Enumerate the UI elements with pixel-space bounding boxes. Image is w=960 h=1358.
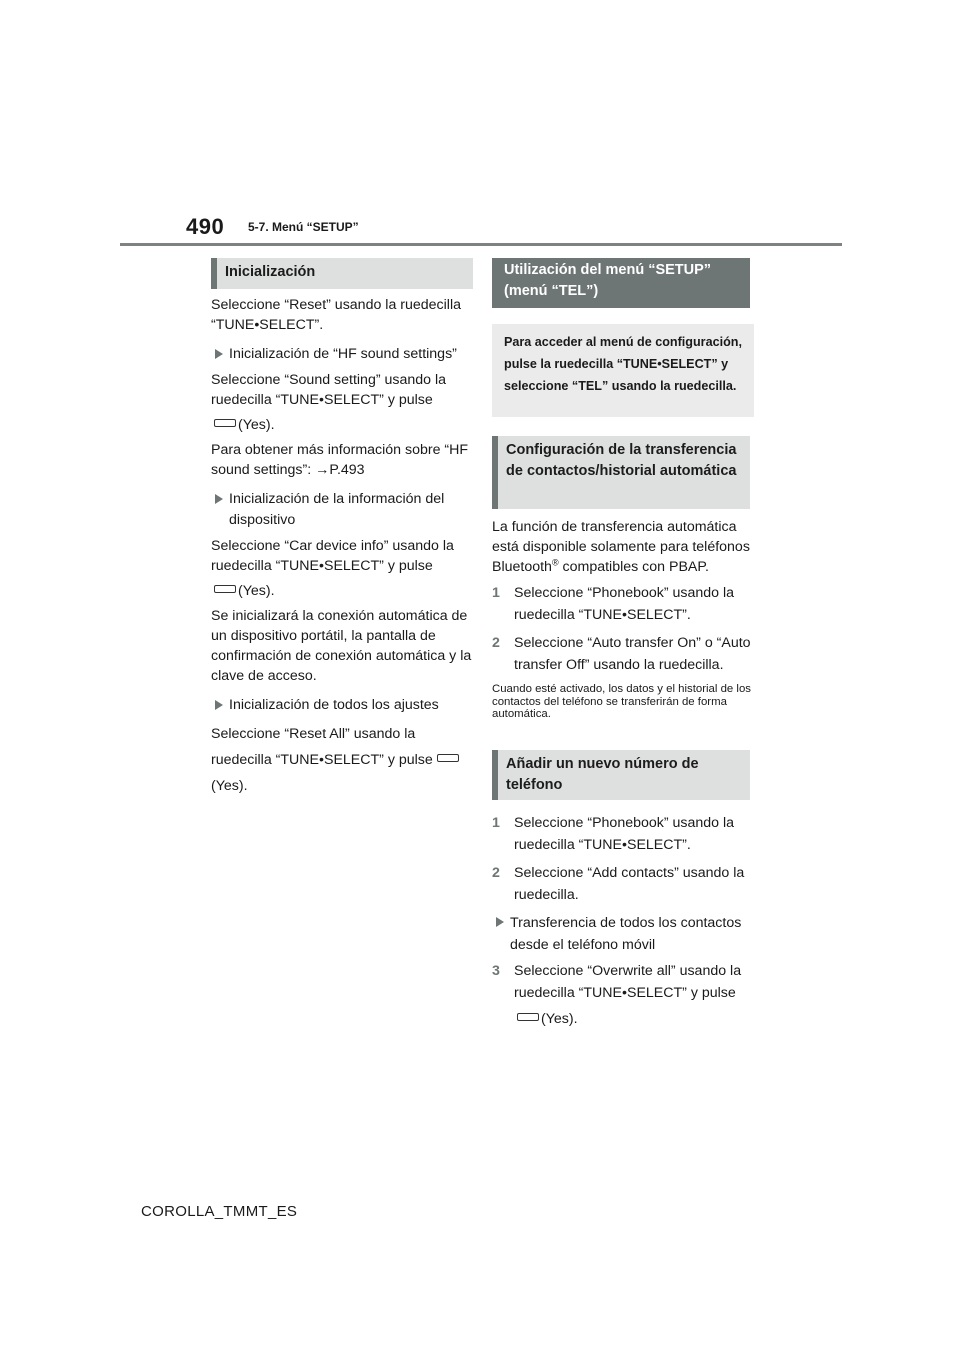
paragraph-text: La función de transferencia automática está disponible solamente para teléfonos Bluetooth xyxy=(492,519,750,575)
info-text: Para acceder al menú de configuración, pulse la ruedecilla “TUNE•SELECT” y seleccione “TEL” usando la ruedecilla. xyxy=(504,335,742,393)
triangle-bullet-icon xyxy=(215,700,223,710)
paragraph-text: compatibles con PBAP. xyxy=(558,559,709,575)
paragraph xyxy=(492,517,754,577)
yes-button-icon xyxy=(517,1013,539,1021)
heading-text: Configuración de la transferencia de contactos/historial automática xyxy=(506,442,737,479)
step-item xyxy=(492,862,754,906)
paragraph: Seleccione “Sound setting” usando la ruedecilla “TUNE•SELECT” y pulse xyxy=(211,372,447,408)
right-column xyxy=(492,258,754,1029)
heading-text: Utilización del menú “SETUP” (menú “TEL”) xyxy=(504,262,712,299)
paragraph xyxy=(211,721,473,799)
yes-button-icon xyxy=(437,754,459,762)
footer-doc-id: COROLLA_TMMT_ES xyxy=(141,1203,298,1220)
step-number: 1 xyxy=(492,814,500,831)
yes-line xyxy=(492,1009,754,1029)
bullet-text: Inicialización de todos los ajustes xyxy=(229,697,439,713)
paragraph-text: Para obtener más información sobre “HF sound settings”: xyxy=(211,442,469,478)
registered-mark: ® xyxy=(551,557,559,568)
triangle-bullet-icon xyxy=(496,917,504,927)
yes-button-icon xyxy=(214,585,236,593)
step-item xyxy=(492,582,754,626)
yes-line xyxy=(211,581,473,601)
header-rule xyxy=(120,243,842,246)
paragraph: Se inicializará la conexión automática de un dispositivo portátil, la pantalla de confirmación de conexión automática y la clave de acceso. xyxy=(211,608,472,684)
step-number: 2 xyxy=(492,864,500,881)
step-item xyxy=(492,632,754,676)
heading-inicializacion xyxy=(211,258,473,289)
page-number: 490 xyxy=(186,214,225,239)
step-number: 2 xyxy=(492,635,500,651)
paragraph-text: Seleccione “Reset All” usando la ruedecilla “TUNE•SELECT” y pulse xyxy=(211,726,433,768)
yes-text: (Yes). xyxy=(211,778,248,794)
step-text: Seleccione “Phonebook” usando la ruedecilla “TUNE•SELECT”. xyxy=(514,585,735,623)
heading-text: Añadir un nuevo número de teléfono xyxy=(506,755,699,793)
heading-tel-menu xyxy=(492,258,750,308)
step-text: Seleccione “Overwrite all” usando la ruedecilla “TUNE•SELECT” y pulse xyxy=(514,962,742,1001)
note: Cuando esté activado, los datos y el historial de los contactos del teléfono se transferirán de forma automática. xyxy=(492,683,751,720)
step-item xyxy=(492,812,754,856)
paragraph: Seleccione “Reset” usando la ruedecilla “TUNE•SELECT”. xyxy=(211,297,461,333)
page-reference: →P.493 xyxy=(315,462,365,478)
step-text: Seleccione “Phonebook” usando la ruedecilla “TUNE•SELECT”. xyxy=(514,814,735,853)
bullet-item xyxy=(211,489,473,531)
heading-transfer xyxy=(492,436,750,509)
yes-text: (Yes). xyxy=(541,1010,578,1027)
step-item xyxy=(492,960,754,1004)
step-text: Seleccione “Add contacts” usando la ruedecilla. xyxy=(514,864,745,903)
heading-text: Inicialización xyxy=(225,264,316,280)
yes-text: (Yes). xyxy=(238,583,275,599)
left-column xyxy=(211,258,473,799)
yes-button-icon xyxy=(214,419,236,427)
step-number: 1 xyxy=(492,585,500,601)
bullet-text: Transferencia de todos los contactos desde el teléfono móvil xyxy=(510,914,742,953)
paragraph xyxy=(211,440,473,480)
yes-line xyxy=(211,415,473,435)
bullet-text: Inicialización de la información del dispositivo xyxy=(229,491,445,528)
step-text: Seleccione “Auto transfer On” o “Auto transfer Off” usando la ruedecilla. xyxy=(514,635,751,673)
paragraph: Seleccione “Car device info” usando la ruedecilla “TUNE•SELECT” y pulse xyxy=(211,538,454,574)
bullet-item xyxy=(492,912,754,956)
heading-add-number xyxy=(492,750,750,800)
bullet-text: Inicialización de “HF sound settings” xyxy=(229,346,457,362)
info-box xyxy=(492,324,754,417)
triangle-bullet-icon xyxy=(215,494,223,504)
section-title: 5-7. Menú “SETUP” xyxy=(248,220,359,234)
bullet-item xyxy=(211,695,473,715)
yes-text: (Yes). xyxy=(238,417,275,433)
step-number: 3 xyxy=(492,962,500,979)
triangle-bullet-icon xyxy=(215,349,223,359)
bullet-item xyxy=(211,344,473,364)
